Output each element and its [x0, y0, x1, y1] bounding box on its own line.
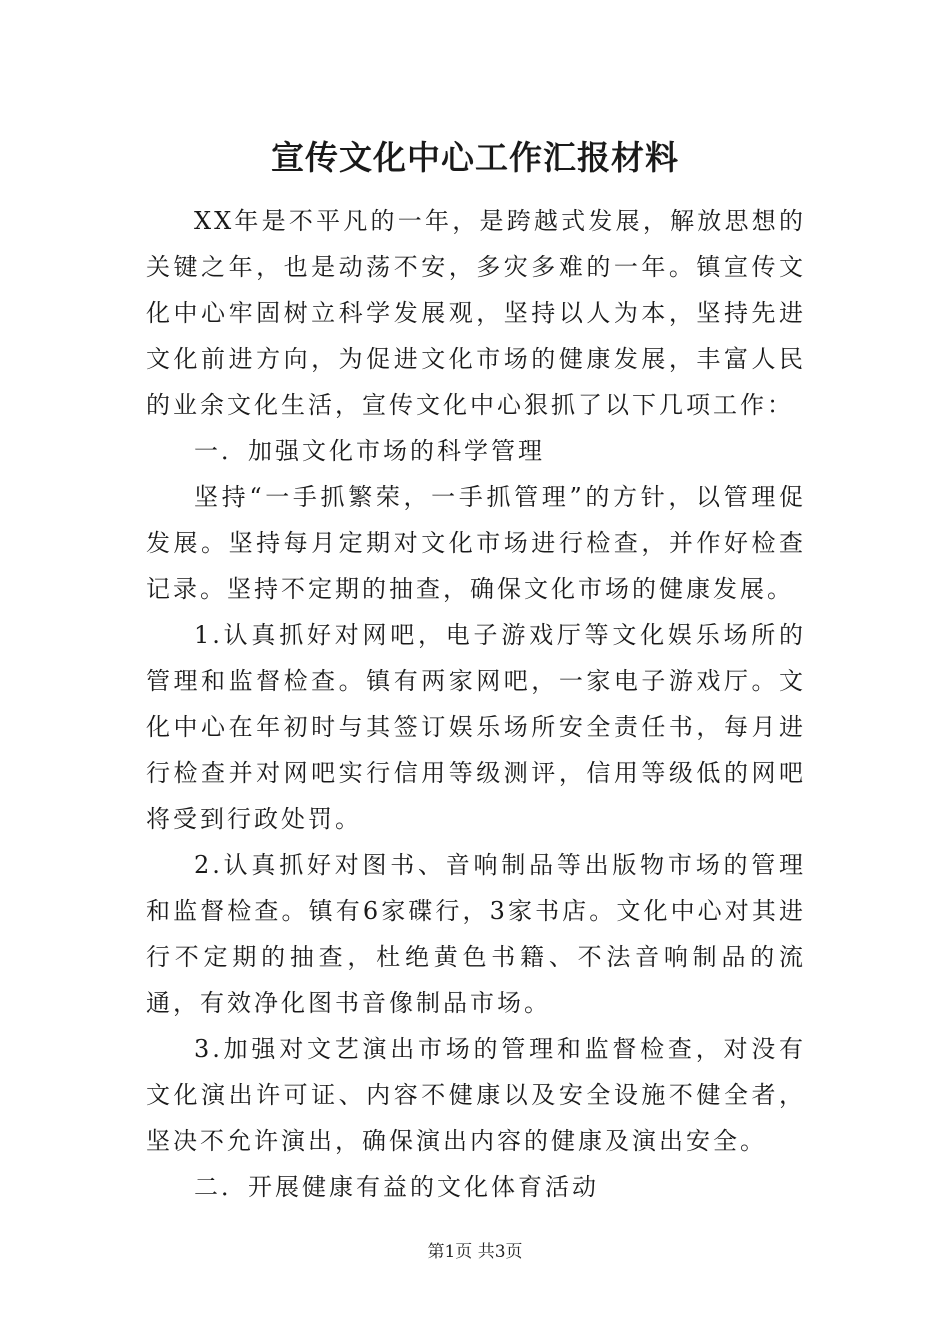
section-heading-1: 一．加强文化市场的科学管理 — [194, 437, 545, 465]
paragraph-item-2: 2.认真抓好对图书、音响制品等出版物市场的管理和监督检查。镇有6家碟行，3家书店。文化中心对其进行不定期的抽查，杜绝黄色书籍、不法音响制品的流通，有效净化图书音像制品市场。 — [146, 851, 806, 1017]
paragraph-policy: 坚持“一手抓繁荣，一手抓管理”的方针，以管理促发展。坚持每月定期对文化市场进行检查，并作好检查记录。坚持不定期的抽查，确保文化市场的健康发展。 — [146, 483, 806, 603]
document-title: 宣传文化中心工作汇报材料 — [271, 138, 679, 177]
document-body — [146, 198, 806, 1210]
section-heading-2: 二．开展健康有益的文化体育活动 — [194, 1173, 599, 1201]
paragraph-item-3: 3.加强对文艺演出市场的管理和监督检查，对没有文化演出许可证、内容不健康以及安全设施不健全者，坚决不允许演出，确保演出内容的健康及演出安全。 — [146, 1035, 806, 1155]
paragraph-item-1: 1.认真抓好对网吧，电子游戏厅等文化娱乐场所的管理和监督检查。镇有两家网吧，一家电子游戏厅。文化中心在年初时与其签订娱乐场所安全责任书，每月进行检查并对网吧实行信用等级测评，信用等级低的网吧将受到行政处罚。 — [146, 621, 806, 833]
paragraph-intro: XX年是不平凡的一年，是跨越式发展，解放思想的关键之年，也是动荡不安，多灾多难的一年。镇宣传文化中心牢固树立科学发展观，坚持以人为本，坚持先进文化前进方向，为促进文化市场的健康发展，丰富人民的业余文化生活，宣传文化中心狠抓了以下几项工作： — [146, 207, 806, 419]
page-footer: 第1页 共3页 — [427, 1242, 523, 1262]
